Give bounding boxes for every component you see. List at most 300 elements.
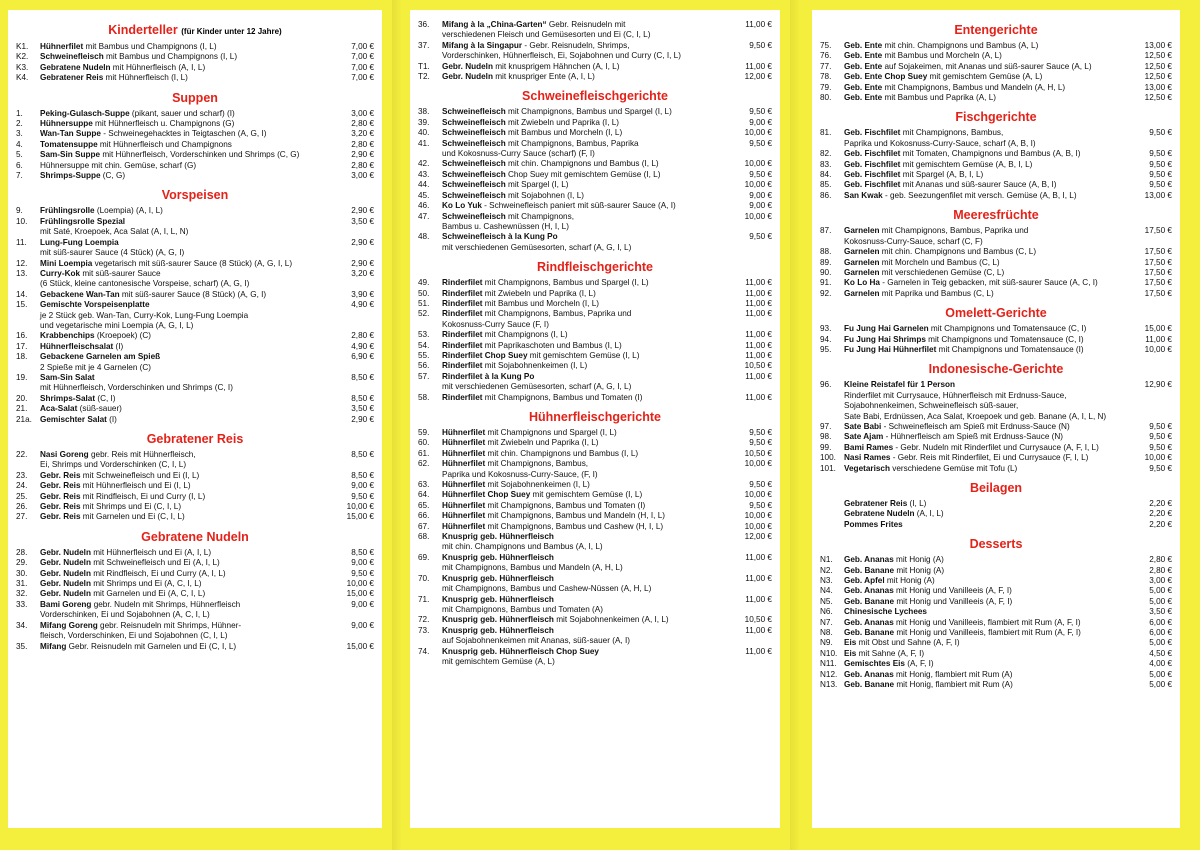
item-name: Garnelen [844, 226, 880, 236]
item-number: 52. [418, 309, 430, 319]
item-name: Hühnerfilet [442, 480, 486, 490]
item-number: N9. [820, 638, 833, 648]
menu-item [820, 597, 1172, 607]
item-number: N6. [820, 607, 833, 617]
item-number: 13. [16, 268, 28, 278]
item-name: Eis [844, 638, 857, 648]
item-price: 13,00 € [1144, 41, 1172, 50]
item-number: 21. [16, 404, 28, 414]
item-price: 12,50 € [1144, 93, 1172, 103]
menu-item [820, 51, 1172, 61]
item-text [40, 558, 340, 568]
item-price: 11,00 € [745, 298, 772, 308]
section-title-text: Vorspeisen [161, 188, 229, 203]
item-name: Rinderfilet [442, 330, 483, 340]
item-name: Gebratene Nudeln [844, 509, 915, 519]
menu-item [418, 20, 772, 41]
item-name: Eis [844, 648, 857, 658]
item-price: 3,50 € [1149, 607, 1172, 617]
section-title [820, 306, 1172, 321]
item-name: Gebr. Nudeln [40, 547, 91, 557]
item-text [442, 180, 738, 190]
menu-item [16, 206, 374, 216]
item-name: Schweinefleisch [442, 180, 506, 190]
item-text [844, 62, 1138, 72]
menu-item [418, 615, 772, 625]
item-price: 10,00 € [1144, 453, 1172, 463]
item-description: (I, L) [907, 499, 927, 508]
menu-item [418, 289, 772, 299]
item-text [442, 428, 738, 438]
item-price: 10,50 € [744, 361, 772, 371]
menu-item [820, 83, 1172, 93]
item-description: mit Paprikaschoten und Bambus (I, L) [482, 340, 622, 350]
item-description: - Gebr. Reis mit Rinderfilet, Ei und Currysauce (F, I, L) [890, 453, 1089, 463]
item-text [442, 532, 738, 553]
item-price: 11,00 € [745, 288, 772, 298]
section-title-text: Rindfleischgerichte [537, 260, 653, 275]
menu-item [418, 511, 772, 521]
item-number: 87. [820, 226, 832, 236]
item-price: 9,50 € [1149, 170, 1172, 180]
item-name: Fu Jung Hai Garnelen [844, 324, 929, 334]
item-text [442, 501, 738, 511]
item-number: 17. [16, 341, 28, 351]
item-name: Shrimps-Suppe [40, 171, 101, 181]
item-name: Shrimps-Salat [40, 393, 96, 403]
item-number: 76. [820, 51, 832, 61]
item-description: mit Zwiebeln und Paprika (I, L) [505, 117, 620, 127]
item-description: mit Hühnerfleisch und Ei (I, L) [80, 481, 191, 491]
item-number: N2. [820, 565, 833, 575]
section-title-text: Kinderteller [108, 23, 178, 37]
item-number: 43. [418, 169, 430, 179]
menu-item [16, 150, 374, 160]
item-price: 9,50 € [1149, 432, 1172, 442]
item-text [442, 647, 738, 668]
item-description: mit Champignons (I, L) [482, 330, 568, 340]
section-title-text: Suppen [172, 90, 218, 105]
item-price: 11,00 € [1145, 334, 1172, 344]
item-name: Hühnerfilet [442, 438, 486, 448]
item-name: Gebr. Nudeln [442, 72, 493, 82]
menu-section [418, 410, 772, 667]
item-description: mit Champignons, Bambus, Paprika und Kokosnuss-Curry Sauce (scharf) (F, I) [442, 138, 639, 159]
item-price: 9,00 € [351, 599, 374, 609]
menu-panel-middle [410, 10, 780, 828]
item-price: 9,50 € [1149, 159, 1172, 169]
item-text [442, 191, 738, 201]
item-text [40, 600, 340, 621]
item-number: 97. [820, 421, 832, 431]
item-name: Schweinefleisch [442, 117, 506, 127]
section-title [418, 89, 772, 104]
item-description: mit Hühnerfleisch und Ei (A, I, L) [90, 547, 212, 557]
item-number: N12. [820, 669, 838, 679]
item-number: 79. [820, 82, 832, 92]
menu-item [418, 191, 772, 201]
item-name: Sam-Sin Salat [40, 372, 95, 382]
item-price: 2,90 € [351, 237, 374, 247]
item-price: 8,50 € [351, 547, 374, 557]
item-number: 20. [16, 393, 28, 403]
item-text [442, 372, 738, 393]
item-price: 5,00 € [1149, 596, 1172, 606]
item-text [844, 649, 1138, 659]
menu-section [820, 23, 1172, 103]
item-number: 6. [16, 160, 23, 170]
item-description: mit Champignons und Tomatensauce (C, I) [925, 334, 1084, 344]
item-description: mit Rindfleisch, Ei und Curry (I, L) [80, 491, 206, 501]
menu-item [820, 422, 1172, 432]
item-text [844, 258, 1138, 268]
menu-item [418, 62, 772, 72]
item-name: Hühnerfilet [40, 42, 84, 51]
menu-item [820, 191, 1172, 201]
item-price: 5,00 € [1149, 638, 1172, 648]
item-number: 59. [418, 428, 430, 437]
item-text [844, 51, 1138, 61]
item-price: 11,00 € [745, 350, 772, 360]
item-text [40, 109, 340, 119]
item-name: Mifang Goreng [40, 620, 98, 630]
item-price: 9,50 € [749, 428, 772, 437]
item-description: (Kroepoek) (C) [94, 331, 152, 341]
item-name: Gebackene Wan-Tan [40, 289, 120, 299]
item-name: Rinderfilet [442, 392, 483, 402]
item-description: mit chin. Champignons und Bambus (A, L) [882, 41, 1039, 50]
item-price: 9,00 € [351, 481, 374, 491]
item-description: mit Sojabohnenkeimen (A, I, L) [553, 615, 669, 625]
menu-item [820, 566, 1172, 576]
item-price: 9,50 € [749, 40, 772, 50]
item-description: mit gemischtem Gemüse (I, L) [530, 490, 643, 500]
item-text [442, 20, 738, 41]
item-text [442, 330, 738, 340]
menu-item [16, 129, 374, 139]
item-description: (pikant, sauer und scharf) (I) [129, 108, 235, 118]
item-name: Frühlingsrolle Spezial [40, 216, 126, 226]
item-name: Rinderfilet [442, 278, 483, 288]
item-text [40, 481, 340, 491]
item-description: mit chin. Champignons und Bambus (I, L) [505, 159, 659, 169]
item-number [820, 499, 844, 509]
menu-item [820, 618, 1172, 628]
item-description: gebr. Reisnudeln mit Shrimps, Hühner- fleisch, Vorderschinken, Ei und Sojabohnen (C, I, L) [40, 620, 242, 641]
menu-item [418, 41, 772, 62]
item-description: - Hühnerfleisch am Spieß mit Erdnuss-Sauce (N) [883, 432, 1064, 442]
section-title [820, 23, 1172, 38]
item-description: auf Sojabohnenkeimen mit Ananas, süß-sauer (A, I) [442, 636, 630, 646]
item-price: 11,00 € [745, 278, 772, 288]
item-description: - Garnelen in Teig gebacken, mit süß-saurer Sauce (A, C, I) [879, 278, 1098, 288]
menu-item [418, 278, 772, 288]
item-price: 9,00 € [749, 201, 772, 211]
item-number: 96. [820, 380, 832, 390]
menu-item [418, 438, 772, 448]
item-text [40, 404, 340, 414]
section-title [820, 537, 1172, 552]
item-name: Garnelen [844, 288, 880, 298]
item-price: 11,00 € [745, 594, 772, 604]
menu-item [418, 361, 772, 371]
item-price: 15,00 € [346, 641, 374, 651]
item-price: 3,00 € [351, 171, 374, 181]
item-name: Gebr. Reis [40, 470, 81, 480]
item-price: 7,00 € [351, 52, 374, 62]
menu-item [820, 453, 1172, 463]
item-description: je 2 Stück geb. Wan-Tan, Curry-Kok, Lung-Fung Loempia und vegetarische mini Loempia (A, G, I, L) [40, 310, 249, 330]
item-price: 9,50 € [1149, 421, 1172, 431]
menu-item [820, 345, 1172, 355]
item-text [844, 520, 1138, 530]
menu-item [16, 52, 374, 62]
item-price: 2,20 € [1149, 499, 1172, 508]
item-price: 3,20 € [351, 129, 374, 139]
item-description: auf Sojakeimen, mit Ananas und süß-saurer Sauce (A, L) [882, 61, 1092, 71]
item-text [40, 140, 340, 150]
item-name: Schweinefleisch [442, 159, 506, 169]
item-name: Rinderfilet à la Kung Po [442, 371, 535, 381]
item-text [844, 576, 1138, 586]
item-number: N7. [820, 617, 833, 627]
item-price: 12,90 € [1144, 380, 1172, 390]
item-text [40, 217, 340, 238]
menu-item [820, 509, 1172, 519]
item-name: Gebr. Nudeln [40, 558, 91, 568]
item-number: 72. [418, 615, 430, 625]
menu-item [16, 269, 374, 290]
menu-item [16, 238, 374, 259]
item-price: 7,00 € [351, 42, 374, 51]
item-number: N1. [820, 555, 833, 565]
item-number: K1. [16, 42, 29, 51]
item-description: mit Champignons, Bambus und Mandeln (H, I, L) [485, 511, 665, 521]
item-number: 101. [820, 463, 836, 473]
item-text [442, 170, 738, 180]
item-name: Wan-Tan Suppe [40, 129, 101, 139]
item-text [40, 259, 340, 269]
item-name: Gebratener Reis [40, 73, 104, 83]
item-number: 92. [820, 288, 832, 298]
menu-item [820, 41, 1172, 51]
item-text [40, 579, 340, 589]
item-price: 11,00 € [745, 309, 772, 319]
item-price: 9,50 € [1149, 149, 1172, 159]
item-number: 21a. [16, 414, 32, 424]
item-price: 2,80 € [351, 160, 374, 170]
item-text [844, 41, 1138, 51]
item-description: mit Zwiebeln und Paprika (I, L) [482, 288, 596, 298]
item-text [442, 438, 738, 448]
item-name: Mini Loempia [40, 258, 93, 268]
item-number: 5. [16, 150, 23, 160]
item-number: 18. [16, 352, 28, 362]
item-text [844, 191, 1138, 201]
item-description: mit Honig und Vanilleeis (A, F, I) [893, 586, 1012, 596]
item-text [844, 160, 1138, 170]
item-name: Knusprig geb. Hühnerfleisch [442, 573, 554, 583]
item-text [442, 232, 738, 253]
menu-item [820, 659, 1172, 669]
item-number: 48. [418, 232, 430, 242]
item-name: Schweinefleisch [40, 52, 104, 62]
menu-section [820, 110, 1172, 201]
item-name: Geb. Fischfilet [844, 159, 901, 169]
menu-item [418, 372, 772, 393]
item-description: (C, G) [100, 171, 126, 181]
item-number: 69. [418, 552, 430, 562]
item-number: 70. [418, 573, 430, 583]
item-description: mit Champignons und Tomatensauce (C, I) [928, 324, 1087, 334]
item-number: 22. [16, 450, 28, 459]
item-name: Hühnerfilet [442, 500, 486, 510]
item-number: 78. [820, 72, 832, 82]
item-name: Rinderfilet [442, 361, 483, 371]
menu-item [418, 532, 772, 553]
item-number: 74. [418, 646, 430, 656]
item-number: 47. [418, 211, 430, 221]
menu-item [418, 159, 772, 169]
item-price: 4,90 € [351, 341, 374, 351]
item-price: 3,20 € [351, 268, 374, 278]
item-text [844, 597, 1138, 607]
item-text [442, 626, 738, 647]
item-text [844, 72, 1138, 82]
item-price: 9,00 € [749, 117, 772, 127]
item-name: Geb. Ente [844, 61, 883, 71]
menu-item [820, 247, 1172, 257]
item-name: Gebr. Nudeln [40, 579, 91, 589]
menu-item [418, 595, 772, 616]
item-number: 71. [418, 594, 430, 604]
item-price: 11,00 € [745, 340, 772, 350]
item-name: Geb. Apfel [844, 576, 885, 586]
item-text [40, 589, 340, 599]
menu-section [418, 20, 772, 82]
item-number: 99. [820, 442, 832, 452]
menu-item [820, 649, 1172, 659]
item-price: 11,00 € [745, 392, 772, 402]
item-price: 17,50 € [1144, 288, 1172, 298]
menu-section [820, 362, 1172, 474]
item-description: mit Sojabohnenkeimen (I, L) [482, 361, 588, 371]
item-number: 64. [418, 490, 430, 500]
item-text [40, 548, 340, 558]
item-description: mit chin. Champignons und Bambus (C, L) [879, 247, 1037, 257]
item-number: K3. [16, 62, 29, 72]
item-name: Knusprig geb. Hühnerfleisch [442, 625, 554, 635]
menu-item [16, 342, 374, 352]
menu-item [16, 171, 374, 181]
item-price: 8,50 € [351, 393, 374, 403]
item-name: Mifang [40, 641, 67, 651]
item-name: Krabbenchips [40, 331, 95, 341]
section-title-text: Hühnerfleischgerichte [529, 410, 661, 424]
item-text [40, 512, 340, 522]
menu-item [16, 558, 374, 568]
item-description: mit Hühnerfleisch (A, I, L) [110, 62, 206, 72]
menu-item [418, 118, 772, 128]
menu-item [820, 576, 1172, 586]
item-description: mit Honig und Vanilleeis, flambiert mit Rum (A, F, I) [894, 628, 1081, 638]
item-text [442, 128, 738, 138]
item-price: 5,00 € [1149, 669, 1172, 679]
section-title [820, 110, 1172, 125]
item-price: 3,00 € [351, 108, 374, 118]
menu-item [16, 161, 374, 171]
item-price: 5,00 € [1149, 680, 1172, 690]
item-text [844, 422, 1138, 432]
menu-section [820, 481, 1172, 530]
item-number: 15. [16, 300, 28, 310]
item-price: 8,50 € [351, 470, 374, 480]
item-price: 10,00 € [744, 511, 772, 521]
fold-shadow [392, 0, 402, 850]
item-number: 54. [418, 340, 430, 350]
section-title [820, 481, 1172, 496]
fold-shadow [790, 0, 800, 850]
menu-item [16, 404, 374, 414]
item-text [442, 299, 738, 309]
item-description: mit Champignons, Bambus und Mandeln (A, H, L) [442, 563, 623, 573]
item-number: 36. [418, 20, 430, 29]
item-description: mit Bambus und Champignons (I, L) [83, 42, 217, 51]
item-price: 2,20 € [1149, 519, 1172, 529]
item-name: Geb. Banane [844, 596, 895, 606]
item-number: 16. [16, 331, 28, 341]
item-description: mit Bambus und Morcheln (I, L) [482, 298, 599, 308]
item-number: 60. [418, 438, 430, 448]
item-description: mit Saté, Kroepoek, Aca Salat (A, I, L, N) [40, 227, 189, 237]
item-price: 10,00 € [744, 128, 772, 138]
item-name: Geb. Fischfilet [844, 149, 901, 159]
item-number: 32. [16, 589, 28, 599]
item-name: Geb. Ananas [844, 669, 894, 679]
item-price: 10,00 € [744, 180, 772, 190]
item-name: Gebr. Reis [40, 502, 81, 512]
item-number [820, 520, 844, 530]
menu-item [16, 109, 374, 119]
item-name: Gebr. Reis [40, 491, 81, 501]
menu-item [16, 290, 374, 300]
item-name: Peking-Gulasch-Suppe [40, 108, 130, 118]
item-number: 50. [418, 288, 430, 298]
item-price: 10,50 € [744, 448, 772, 458]
menu-item [820, 149, 1172, 159]
item-description: mit süß-saurer Sauce (4 Stück) (A, G, I) [40, 248, 185, 258]
item-name: Garnelen [844, 267, 880, 277]
item-description: Hühnersuppe mit chin. Gemüse, scharf (G) [40, 160, 197, 170]
item-number: 44. [418, 180, 430, 190]
item-description: mit Champignons, Bambus und Tomaten (I) [482, 392, 643, 402]
item-name: Geb. Ente [844, 51, 883, 61]
menu-item [418, 170, 772, 180]
item-price: 6,90 € [351, 352, 374, 362]
item-description: Rinderfilet mit Currysauce, Hühnerfleisch mit Erdnuss-Sauce, Sojabohnenkeimen, Schweinefleisch süß-sauer, Sate Babi, Erdnüssen, Aca Salat, Kroepoek und geb. Banane (A, I, L, N) [844, 390, 1107, 421]
item-name: Nasi Goreng [40, 450, 89, 459]
item-name: Hühnerfilet [442, 511, 486, 521]
item-name: Gebr. Nudeln [40, 589, 91, 599]
item-price: 10,00 € [744, 521, 772, 531]
item-description: (Loempia) (A, I, L) [94, 206, 163, 216]
menu-section [418, 89, 772, 253]
menu-item [820, 324, 1172, 334]
menu-item [418, 501, 772, 511]
menu-item [16, 600, 374, 621]
item-number: 29. [16, 558, 28, 568]
menu-item [16, 300, 374, 331]
